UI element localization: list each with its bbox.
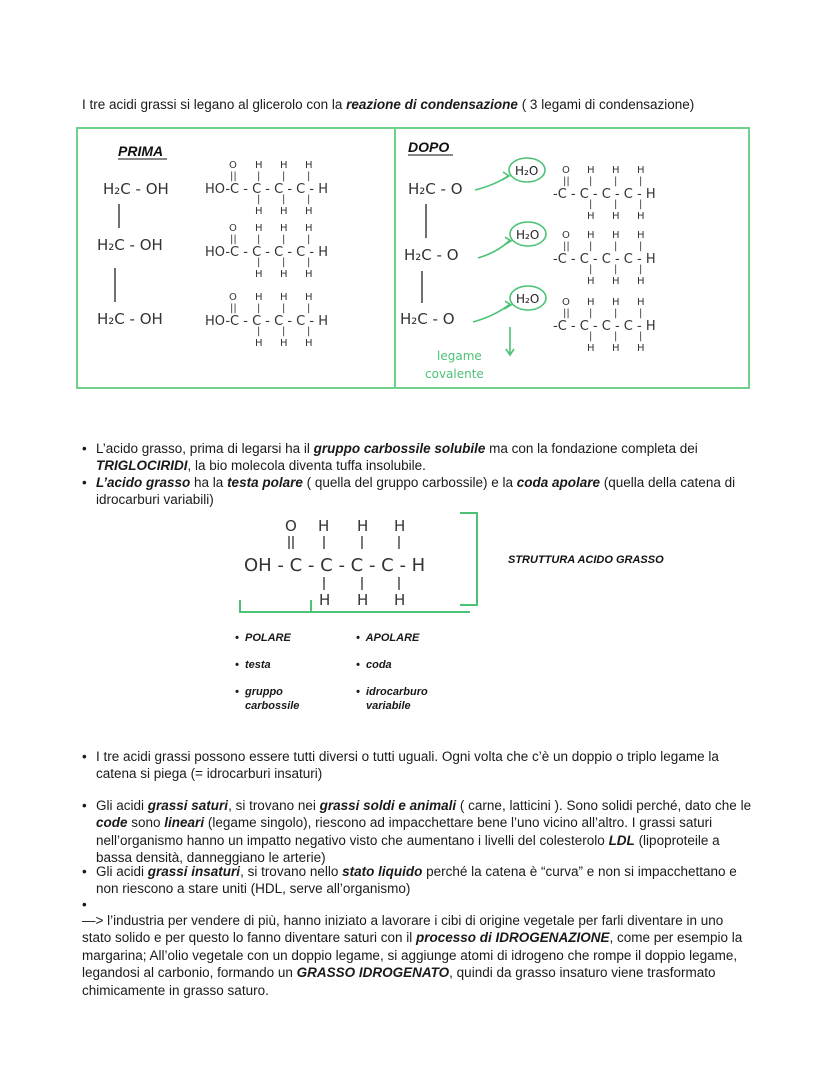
apolare-label: • APOLARE xyxy=(356,632,420,644)
hydrogen-atom: H xyxy=(280,160,288,171)
hydrogen-atom: H xyxy=(587,165,595,176)
hydrogen-atom: H xyxy=(255,160,263,171)
body-text: sono xyxy=(127,815,165,831)
carbonyl-oxygen: O xyxy=(285,517,297,535)
bullet-solubility xyxy=(82,440,752,476)
single-bond: | xyxy=(282,171,286,182)
body-text: ha la xyxy=(190,475,228,490)
hydrogenation-paragraph xyxy=(82,912,752,999)
intro-emphasis: reazione di condensazione xyxy=(346,97,518,112)
structure-bracket xyxy=(460,513,477,605)
arrow-head xyxy=(502,172,509,180)
hydrogen-atom: H xyxy=(305,269,313,280)
single-bond: | xyxy=(307,326,311,337)
glycerol-o-1: H₂C - O xyxy=(408,180,463,198)
bullet-dot: • xyxy=(82,798,87,813)
water-3: H₂O xyxy=(516,292,540,306)
body-text: ( carne, latticini ). Sono solidi perché, dato che le xyxy=(456,798,752,813)
single-bond: | xyxy=(257,326,261,337)
intro-before: I tre acidi grassi si legano al glicerolo con la xyxy=(82,97,347,112)
hydrogen-atom: H xyxy=(612,297,620,308)
single-bond: | xyxy=(589,176,593,187)
hydrogen-atom: H xyxy=(255,206,263,217)
hydrogen-atom: H xyxy=(280,292,288,303)
ester-chain-3: -C - C - C - C - H xyxy=(553,319,656,334)
arrow-3 xyxy=(473,304,510,322)
acid-chain-2: HO-C - C - C - C - H xyxy=(205,245,328,260)
body-text: (lipoproteile a bassa densità, danneggiano le arterie) xyxy=(96,832,720,866)
single-bond: | xyxy=(282,257,286,268)
bullet-dot: • xyxy=(82,749,87,764)
single-bond: | xyxy=(589,264,593,275)
water-1: H₂O xyxy=(515,164,539,178)
body-text: , come per esempio la margarina; All’olio vegetale con un doppio legame, si aggiunge atomi di idrogeno che rompe il doppio legame, legandosi al carbonio, formando un xyxy=(82,930,743,981)
structure-title: STRUTTURA ACIDO GRASSO xyxy=(508,554,664,566)
structure-chain: OH - C - C - C - C - H xyxy=(244,555,426,576)
hydrogen-atom: H xyxy=(255,223,263,234)
body-text: perché la catena è “curva” e non si impacchettano e non riescono a stare uniti (HDL, serve all’organismo) xyxy=(96,864,737,897)
single-bond: | xyxy=(614,331,618,342)
glycerol-oh-3: H₂C - OH xyxy=(97,310,163,328)
bullet-saturated-fats xyxy=(82,797,752,867)
hydrogen-atom: H xyxy=(255,338,263,349)
hydrogen-bottom-1: H xyxy=(319,591,331,609)
emphasis-text: processo di IDROGENAZIONE xyxy=(415,930,610,946)
idrocarburo-label: • idrocarburo variabile xyxy=(356,686,428,712)
hydrogen-bottom-2: H xyxy=(357,591,369,609)
polare-label: • POLARE xyxy=(235,632,291,644)
dopo-label: DOPO xyxy=(408,139,450,155)
oxygen-atom: O xyxy=(229,160,237,171)
body-text: L’acido grasso, prima di legarsi ha il xyxy=(96,441,314,456)
hydrogen-atom: H xyxy=(305,223,313,234)
double-bond: || xyxy=(230,303,237,314)
glycerol-o-2: H₂C - O xyxy=(404,246,459,264)
single-bond: | xyxy=(257,257,261,268)
hydrogen-atom: H xyxy=(612,230,620,241)
single-bond: | xyxy=(589,308,593,319)
double-bond: || xyxy=(563,241,570,252)
body-text: (legame singolo), riescono ad impacchettare bene l’uno vicino all’altro. I grassi saturi nell’organismo hanno un impatto negativo visto che aumentano i livelli del colesterolo xyxy=(96,815,713,848)
water-2: H₂O xyxy=(516,228,540,242)
acid-chain-1: HO-C - C - C - C - H xyxy=(205,182,328,197)
prima-label: PRIMA xyxy=(118,143,164,159)
hydrogen-atom: H xyxy=(280,223,288,234)
polar-apolar-bracket xyxy=(240,600,470,612)
single-bond: | xyxy=(307,171,311,182)
single-bond: | xyxy=(639,176,643,187)
emphasis-text: stato liquido xyxy=(342,864,423,879)
single-bond: | xyxy=(307,234,311,245)
body-text: , si trovano nello xyxy=(240,864,343,879)
single-bond: | xyxy=(282,303,286,314)
bullet-unsaturated-fats xyxy=(82,863,752,899)
fatty-acid-structure xyxy=(0,505,828,625)
single-bond: | xyxy=(282,194,286,205)
single-bond: | xyxy=(257,194,261,205)
body-text: , si trovano nei xyxy=(228,798,320,813)
hydrogen-atom: H xyxy=(587,230,595,241)
hydrogen-atom: H xyxy=(612,165,620,176)
single-bond: | xyxy=(639,264,643,275)
emphasis-text: L’acido grasso xyxy=(96,475,191,490)
single-bond: | xyxy=(307,257,311,268)
testa-label: • testa xyxy=(235,659,271,671)
emphasis-text: grassi soldi e animali xyxy=(319,798,457,813)
single-bond: | xyxy=(639,241,643,252)
legame-text: legame xyxy=(437,349,482,363)
body-text: —> l’industria per vendere di più, hanno iniziato a lavorare i cibi di origine vegetale per farli diventare in uno stato solido e per questo lo fanno diventare saturi con il xyxy=(82,913,724,946)
single-bond: | xyxy=(257,171,261,182)
arrow-head xyxy=(504,237,511,245)
single-bond: | xyxy=(639,308,643,319)
hydrogen-atom: H xyxy=(637,297,645,308)
double-bond: || xyxy=(563,308,570,319)
hydrogen-atom: H xyxy=(305,338,313,349)
glycerol-oh-1: H₂C - OH xyxy=(103,180,169,198)
hydrogen-atom: H xyxy=(280,269,288,280)
ester-chain-2: -C - C - C - C - H xyxy=(553,252,656,267)
single-bond: | xyxy=(307,303,311,314)
single-bond: | xyxy=(282,326,286,337)
single-bond: | xyxy=(589,199,593,210)
emphasis-text: TRIGLOCIRIDI xyxy=(96,458,188,474)
bullet-text xyxy=(96,797,752,867)
hydrogen-bottom-3: H xyxy=(394,591,406,609)
single-bond: | xyxy=(639,331,643,342)
bullet-dot: • xyxy=(82,897,87,912)
glycerol-oh-2: H₂C - OH xyxy=(97,236,163,254)
hydrogen-atom: H xyxy=(612,276,620,287)
hydrogen-atom: H xyxy=(637,343,645,354)
body-text: ma con la fondazione completa dei xyxy=(485,441,698,456)
emphasis-text: testa polare xyxy=(227,475,303,490)
hydrogen-atom: H xyxy=(305,160,313,171)
hydrogen-atom: H xyxy=(637,165,645,176)
emphasis-text: code xyxy=(96,815,128,831)
single-bond: | xyxy=(614,264,618,275)
hydrogen-atom: H xyxy=(612,343,620,354)
oxygen-atom: O xyxy=(229,223,237,234)
hydrogen-atom: H xyxy=(280,206,288,217)
hydrogen-top-2: H xyxy=(357,517,369,535)
single-bond: | xyxy=(589,331,593,342)
hydrogen-atom: H xyxy=(587,343,595,354)
emphasis-text: LDL xyxy=(608,832,635,848)
hydrogen-top-3: H xyxy=(394,517,406,535)
single-bond: | xyxy=(614,199,618,210)
single-bond: | xyxy=(282,234,286,245)
double-bond: || xyxy=(230,234,237,245)
unsaturated-text: I tre acidi grassi possono essere tutti diversi o tutti uguali. Ogni volta che c’è un doppio o triplo legame la catena si piega (= idrocarburi insaturi) xyxy=(96,749,719,782)
hydrogen-atom: H xyxy=(280,338,288,349)
oxygen-atom: O xyxy=(562,297,570,308)
hydrogen-top-1: H xyxy=(318,517,330,535)
body-text: , quindi da grasso insaturo viene trasformato chimicamente in grasso saturo. xyxy=(82,965,716,998)
oxygen-atom: O xyxy=(229,292,237,303)
bullet-dot: • xyxy=(82,475,87,490)
single-bond: | xyxy=(257,234,261,245)
intro-after: ( 3 legami di condensazione) xyxy=(517,97,695,112)
body-text: Gli acidi xyxy=(96,864,148,879)
emphasis-text: lineari xyxy=(164,815,205,831)
coda-label: • coda xyxy=(356,659,392,671)
bullet-dot: • xyxy=(82,864,87,879)
single-bond: | xyxy=(307,194,311,205)
single-bond: | xyxy=(614,176,618,187)
emphasis-text: coda apolare xyxy=(516,475,600,490)
body-text: ( quella del gruppo carbossile) e la xyxy=(302,475,517,490)
emphasis-text: grassi insaturi xyxy=(147,864,241,879)
hydrogen-atom: H xyxy=(305,292,313,303)
hydrogen-atom: H xyxy=(637,230,645,241)
hydrogen-atom: H xyxy=(305,206,313,217)
oxygen-atom: O xyxy=(562,230,570,241)
hydrogen-atom: H xyxy=(637,211,645,222)
oxygen-atom: O xyxy=(562,165,570,176)
bullet-text xyxy=(96,863,752,898)
ester-chain-1: -C - C - C - C - H xyxy=(553,187,656,202)
hydrogen-atom: H xyxy=(255,292,263,303)
bullet-unsaturated xyxy=(82,748,752,784)
double-bond: || xyxy=(230,171,237,182)
hydrogen-atom: H xyxy=(637,276,645,287)
bullet-text xyxy=(96,474,752,509)
hydrogen-atom: H xyxy=(587,211,595,222)
bullet-dot: • xyxy=(82,441,87,456)
body-text: Gli acidi xyxy=(96,798,148,813)
bullet-text xyxy=(96,440,752,475)
hydrogen-atom: H xyxy=(612,211,620,222)
covalente-text: covalente xyxy=(425,367,484,381)
body-text: (quella della catena di idrocarburi variabili) xyxy=(96,475,736,508)
acid-chain-3: HO-C - C - C - C - H xyxy=(205,314,328,329)
single-bond: | xyxy=(614,241,618,252)
single-bond: | xyxy=(257,303,261,314)
body-text: , la bio molecola diventa tuffa insolubile. xyxy=(187,458,426,474)
double-bond: || xyxy=(563,176,570,187)
glycerol-o-3: H₂C - O xyxy=(400,310,455,328)
emphasis-text: GRASSO IDROGENATO xyxy=(296,965,450,981)
gruppo-carbossile-label: • gruppo carbossile xyxy=(235,686,300,712)
hydrogen-atom: H xyxy=(255,269,263,280)
arrow-1 xyxy=(475,176,508,190)
single-bond: | xyxy=(639,199,643,210)
emphasis-text: grassi saturi xyxy=(147,798,229,813)
condensation-diagram xyxy=(0,0,828,400)
emphasis-text: gruppo carbossile solubile xyxy=(313,441,486,456)
single-bond: | xyxy=(589,241,593,252)
arrow-2 xyxy=(478,240,510,258)
single-bond: | xyxy=(614,308,618,319)
hydrogen-atom: H xyxy=(587,297,595,308)
hydrogen-atom: H xyxy=(587,276,595,287)
